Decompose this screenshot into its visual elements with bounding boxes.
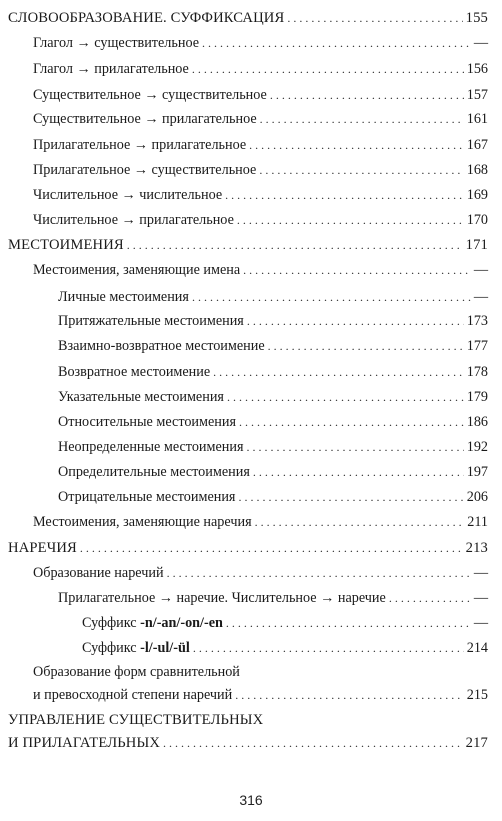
toc-entry-title: Неопределенные местоимения xyxy=(58,439,244,455)
dot-leader xyxy=(213,364,464,381)
toc-entry-page: 179 xyxy=(466,389,488,405)
toc-entry xyxy=(33,61,488,78)
toc-entry-title: Прилагательное → прилагательное xyxy=(33,137,247,153)
dot-leader xyxy=(253,464,464,481)
toc-entry xyxy=(8,540,488,557)
toc-entry-page: 186 xyxy=(466,414,488,430)
dot-leader xyxy=(167,565,471,582)
dot-leader xyxy=(192,61,464,78)
toc-entry-title: Местоимения, заменяющие наречия xyxy=(33,514,252,530)
toc-entry-title: И ПРИЛАГАТЕЛЬНЫХ xyxy=(8,735,161,751)
toc-entry-title: Глагол → прилагательное xyxy=(33,61,189,77)
dot-leader xyxy=(237,212,464,229)
dot-leader xyxy=(225,187,464,204)
toc-entry xyxy=(33,111,488,128)
suffix-form: -n/-an/-on/-en xyxy=(140,615,223,631)
toc-entry xyxy=(33,187,488,204)
dot-leader xyxy=(235,687,463,704)
toc-entry-title: Существительное → существительное xyxy=(33,87,267,103)
toc-entry-page: 213 xyxy=(465,540,488,556)
toc-entry xyxy=(58,338,488,355)
suffix-form: -l/-ul/-ül xyxy=(140,640,190,656)
toc-entry-title: Прилагательное → наречие. Числительное → наречие xyxy=(58,590,386,606)
toc-entry-title: Указательные местоимения xyxy=(58,389,224,405)
toc-entry xyxy=(58,389,488,406)
toc-entry-page: 168 xyxy=(466,162,488,178)
toc-entry xyxy=(33,514,488,531)
toc-entry-title: НАРЕЧИЯ xyxy=(8,540,77,556)
dot-leader xyxy=(239,414,464,431)
toc-entry-page: 171 xyxy=(465,237,488,253)
toc-entry xyxy=(33,87,488,104)
toc-entry xyxy=(82,615,488,632)
toc-entry-title: и превосходной степени наречий xyxy=(33,687,233,703)
toc-entry xyxy=(33,162,488,179)
toc-entry xyxy=(58,464,488,481)
toc-entry-page: 170 xyxy=(466,212,488,228)
dot-leader xyxy=(389,590,471,607)
dot-leader xyxy=(255,514,465,531)
toc-entry-page: 214 xyxy=(466,640,488,656)
toc-entry xyxy=(8,735,488,752)
toc-entry-title: Образование наречий xyxy=(33,565,164,581)
toc-entry-page: 211 xyxy=(467,514,488,530)
toc-entry xyxy=(58,439,488,456)
toc-entry xyxy=(58,590,488,607)
dot-leader xyxy=(270,87,464,104)
dot-leader xyxy=(80,540,463,557)
dot-leader xyxy=(193,640,464,657)
toc-entry-page: — xyxy=(473,262,488,278)
toc-entry-page: 206 xyxy=(466,489,488,505)
dot-leader xyxy=(249,137,464,154)
toc-entry-page: 156 xyxy=(466,61,488,77)
dot-leader xyxy=(243,262,471,279)
toc-entry-title: Прилагательное → существительное xyxy=(33,162,257,178)
toc-entry-title: Отрицательные местоимения xyxy=(58,489,236,505)
toc-entry-page: — xyxy=(473,35,488,51)
toc-entry xyxy=(8,237,488,254)
dot-leader xyxy=(260,111,464,128)
toc-entry-title: Определительные местоимения xyxy=(58,464,250,480)
toc-entry xyxy=(8,10,488,27)
dot-leader xyxy=(247,313,464,330)
toc-entry-title: Числительное → прилагательное xyxy=(33,212,234,228)
toc-entry-page: 169 xyxy=(466,187,488,203)
toc-entry-title xyxy=(82,640,190,657)
toc-entry xyxy=(58,414,488,431)
toc-entry-title: Относительные местоимения xyxy=(58,414,237,430)
toc-entry xyxy=(58,364,488,381)
toc-entry-page: 177 xyxy=(466,338,488,354)
dot-leader xyxy=(127,237,463,254)
toc-entry xyxy=(58,489,488,506)
dot-leader xyxy=(268,338,464,355)
toc-entry xyxy=(33,212,488,229)
toc-entry-page: 167 xyxy=(466,137,488,153)
dot-leader xyxy=(163,735,463,752)
toc-entry-page: 173 xyxy=(466,313,488,329)
toc-entry-title: Притяжательные местоимения xyxy=(58,313,244,329)
page-number: 316 xyxy=(239,792,263,808)
toc-entry xyxy=(33,137,488,154)
dot-leader xyxy=(287,10,462,27)
toc-entry-title: СЛОВООБРАЗОВАНИЕ. СУФФИКСАЦИЯ xyxy=(8,10,285,26)
toc-entry-title: Личные местоимения xyxy=(58,289,189,305)
toc-entry-page: 155 xyxy=(465,10,488,26)
toc-entry xyxy=(58,289,488,306)
toc-entry-page: 197 xyxy=(466,464,488,480)
toc-entry-page: 217 xyxy=(465,735,488,751)
suffix-label: Суффикс xyxy=(82,615,141,631)
toc-entry-title: Местоимения, заменяющие имена xyxy=(33,262,241,278)
toc-entry xyxy=(33,262,488,279)
toc-entry-title xyxy=(82,615,223,632)
toc-entry-page: — xyxy=(473,615,488,631)
toc-entry-title: Возвратное местоимение xyxy=(58,364,211,380)
toc-entry-page: 157 xyxy=(466,87,488,103)
toc-entry-page: 192 xyxy=(466,439,488,455)
toc-entry-page: — xyxy=(473,590,488,606)
toc-entry-title: Глагол → существительное xyxy=(33,35,200,51)
dot-leader xyxy=(226,615,471,632)
toc-entry-title: Существительное → прилагательное xyxy=(33,111,257,127)
dot-leader xyxy=(238,489,463,506)
toc-entry-page: 215 xyxy=(466,687,488,703)
dot-leader xyxy=(227,389,464,406)
toc-entry xyxy=(82,640,488,657)
toc-entry-title: Взаимно-возвратное местоимение xyxy=(58,338,265,354)
toc-entry-page: — xyxy=(473,289,488,305)
toc-entry xyxy=(33,687,488,704)
toc-entry-title-line1: Образование форм сравнительной xyxy=(33,664,240,680)
suffix-label: Суффикс xyxy=(82,640,141,656)
toc-entry-title: МЕСТОИМЕНИЯ xyxy=(8,237,124,253)
dot-leader xyxy=(259,162,463,179)
dot-leader xyxy=(202,35,471,52)
toc-entry-page: 161 xyxy=(466,111,488,127)
toc-entry-page: 178 xyxy=(466,364,488,380)
toc-entry xyxy=(33,35,488,52)
toc-entry-title-line1: УПРАВЛЕНИЕ СУЩЕСТВИТЕЛЬНЫХ xyxy=(8,712,264,728)
dot-leader xyxy=(192,289,471,306)
dot-leader xyxy=(247,439,464,456)
toc-entry-title: Числительное → числительное xyxy=(33,187,223,203)
toc-entry xyxy=(33,565,488,582)
toc-entry xyxy=(58,313,488,330)
toc-entry-page: — xyxy=(473,565,488,581)
